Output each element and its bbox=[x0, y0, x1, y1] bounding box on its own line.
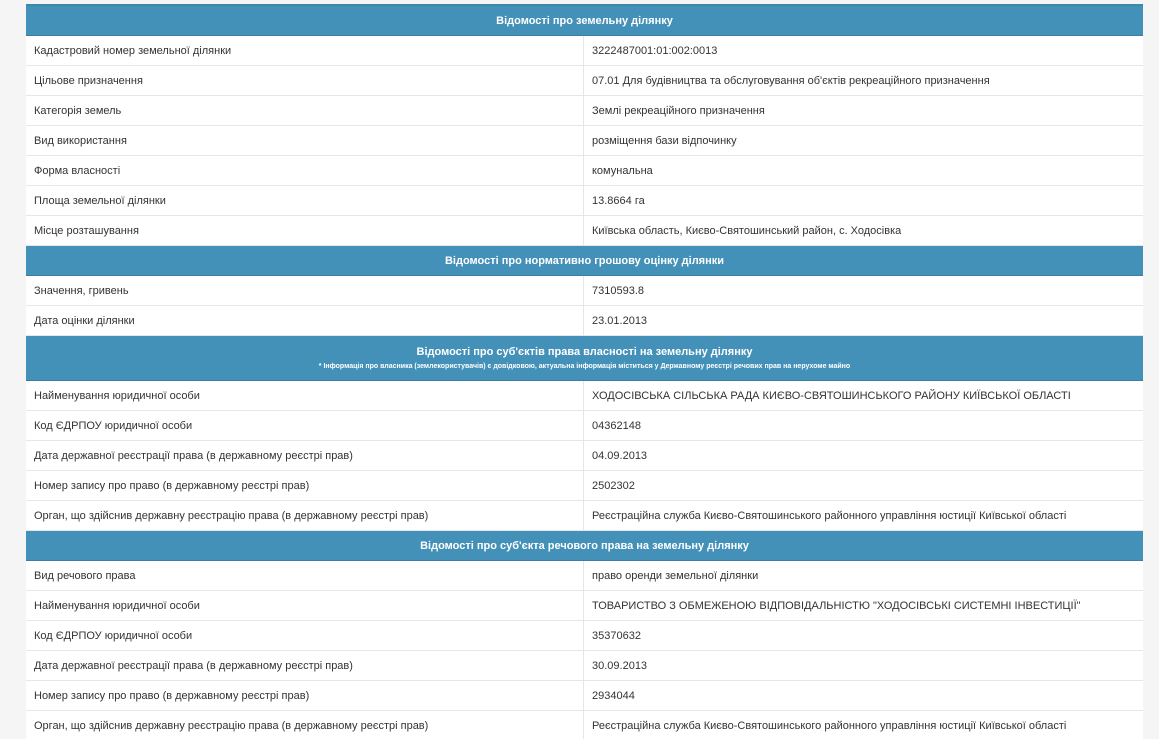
row-label: Дата державної реєстрації права (в державному реєстрі прав) bbox=[26, 651, 584, 680]
table-row bbox=[26, 681, 1143, 711]
table-row bbox=[26, 621, 1143, 651]
table-row bbox=[26, 306, 1143, 336]
row-label: Вид речового права bbox=[26, 561, 584, 590]
row-value: розміщення бази відпочинку bbox=[592, 134, 737, 147]
table-row bbox=[26, 156, 1143, 186]
table-row bbox=[26, 381, 1143, 411]
table-row bbox=[26, 216, 1143, 246]
section-header-rights-holder bbox=[26, 531, 1143, 561]
row-label: Вид використання bbox=[26, 126, 584, 155]
table-row bbox=[26, 66, 1143, 96]
row-value: 35370632 bbox=[592, 629, 641, 642]
table-row bbox=[26, 276, 1143, 306]
row-label: Дата державної реєстрації права (в державному реєстрі прав) bbox=[26, 441, 584, 470]
section-title: Відомості про земельну ділянку bbox=[496, 14, 673, 27]
row-label: Орган, що здійснив державну реєстрацію права (в державному реєстрі прав) bbox=[26, 501, 584, 530]
table-row bbox=[26, 501, 1143, 531]
row-value: 23.01.2013 bbox=[592, 314, 648, 327]
land-info-panel bbox=[26, 4, 1143, 739]
row-value: 2934044 bbox=[592, 689, 635, 702]
row-value: ТОВАРИСТВО З ОБМЕЖЕНОЮ ВІДПОВІДАЛЬНІСТЮ "ХОДОСІВСЬКІ СИСТЕМНІ ІНВЕСТИЦІЇ" bbox=[592, 599, 1081, 612]
row-value: Реєстраційна служба Києво-Святошинського районного управління юстиції Київської області bbox=[592, 509, 1067, 522]
row-label: Значення, гривень bbox=[26, 276, 584, 305]
row-label: Код ЄДРПОУ юридичної особи bbox=[26, 411, 584, 440]
row-value: Київська область, Києво-Святошинський район, с. Ходосівка bbox=[592, 224, 902, 237]
table-row bbox=[26, 36, 1143, 66]
row-value: ХОДОСІВСЬКА СІЛЬСЬКА РАДА КИЄВО-СВЯТОШИНСЬКОГО РАЙОНУ КИЇВСЬКОЇ ОБЛАСТІ bbox=[592, 389, 1071, 402]
table-row bbox=[26, 96, 1143, 126]
row-label: Дата оцінки ділянки bbox=[26, 306, 584, 335]
table-row bbox=[26, 441, 1143, 471]
row-value: 30.09.2013 bbox=[592, 659, 648, 672]
table-row bbox=[26, 411, 1143, 441]
row-label: Площа земельної ділянки bbox=[26, 186, 584, 215]
section-title: Відомості про суб'єкта речового права на земельну ділянку bbox=[420, 539, 749, 552]
table-row bbox=[26, 711, 1143, 739]
table-row bbox=[26, 591, 1143, 621]
row-label: Кадастровий номер земельної ділянки bbox=[26, 36, 584, 65]
row-label: Найменування юридичної особи bbox=[26, 381, 584, 410]
row-label: Орган, що здійснив державну реєстрацію права (в державному реєстрі прав) bbox=[26, 711, 584, 739]
row-label: Місце розташування bbox=[26, 216, 584, 245]
row-label: Код ЄДРПОУ юридичної особи bbox=[26, 621, 584, 650]
table-row bbox=[26, 651, 1143, 681]
row-label: Номер запису про право (в державному реєстрі прав) bbox=[26, 471, 584, 500]
table-row bbox=[26, 471, 1143, 501]
row-label: Форма власності bbox=[26, 156, 584, 185]
section-title: Відомості про нормативно грошову оцінку ділянки bbox=[444, 254, 725, 267]
section-note: * Інформація про власника (землекористувачів) є довідковою, актуальна інформація міститься у Державному реєстрі речових прав на нерухоме майно bbox=[318, 363, 851, 370]
table-row bbox=[26, 126, 1143, 156]
row-value: 04.09.2013 bbox=[592, 449, 648, 462]
row-value: 04362148 bbox=[592, 419, 641, 432]
row-value: 3222487001:01:002:0013 bbox=[592, 44, 718, 57]
table-row bbox=[26, 186, 1143, 216]
table-row bbox=[26, 561, 1143, 591]
section-header-land-plot bbox=[26, 6, 1143, 36]
row-value: Землі рекреаційного призначення bbox=[592, 104, 765, 117]
section-header-owners bbox=[26, 336, 1143, 381]
row-label: Номер запису про право (в державному реєстрі прав) bbox=[26, 681, 584, 710]
row-value: 2502302 bbox=[592, 479, 635, 492]
row-value: Реєстраційна служба Києво-Святошинського районного управління юстиції Київської області bbox=[592, 719, 1067, 732]
section-title: Відомості про суб'єктів права власності на земельну ділянку bbox=[416, 346, 753, 358]
row-label: Цільове призначення bbox=[26, 66, 584, 95]
row-value: 13.8664 га bbox=[592, 194, 645, 207]
row-label: Категорія земель bbox=[26, 96, 584, 125]
section-header-valuation bbox=[26, 246, 1143, 276]
row-value: комунальна bbox=[592, 164, 653, 177]
row-value: 7310593.8 bbox=[592, 284, 644, 297]
row-label: Найменування юридичної особи bbox=[26, 591, 584, 620]
row-value: 07.01 Для будівництва та обслуговування об'єктів рекреаційного призначення bbox=[592, 74, 990, 87]
row-value: право оренди земельної ділянки bbox=[592, 569, 759, 582]
